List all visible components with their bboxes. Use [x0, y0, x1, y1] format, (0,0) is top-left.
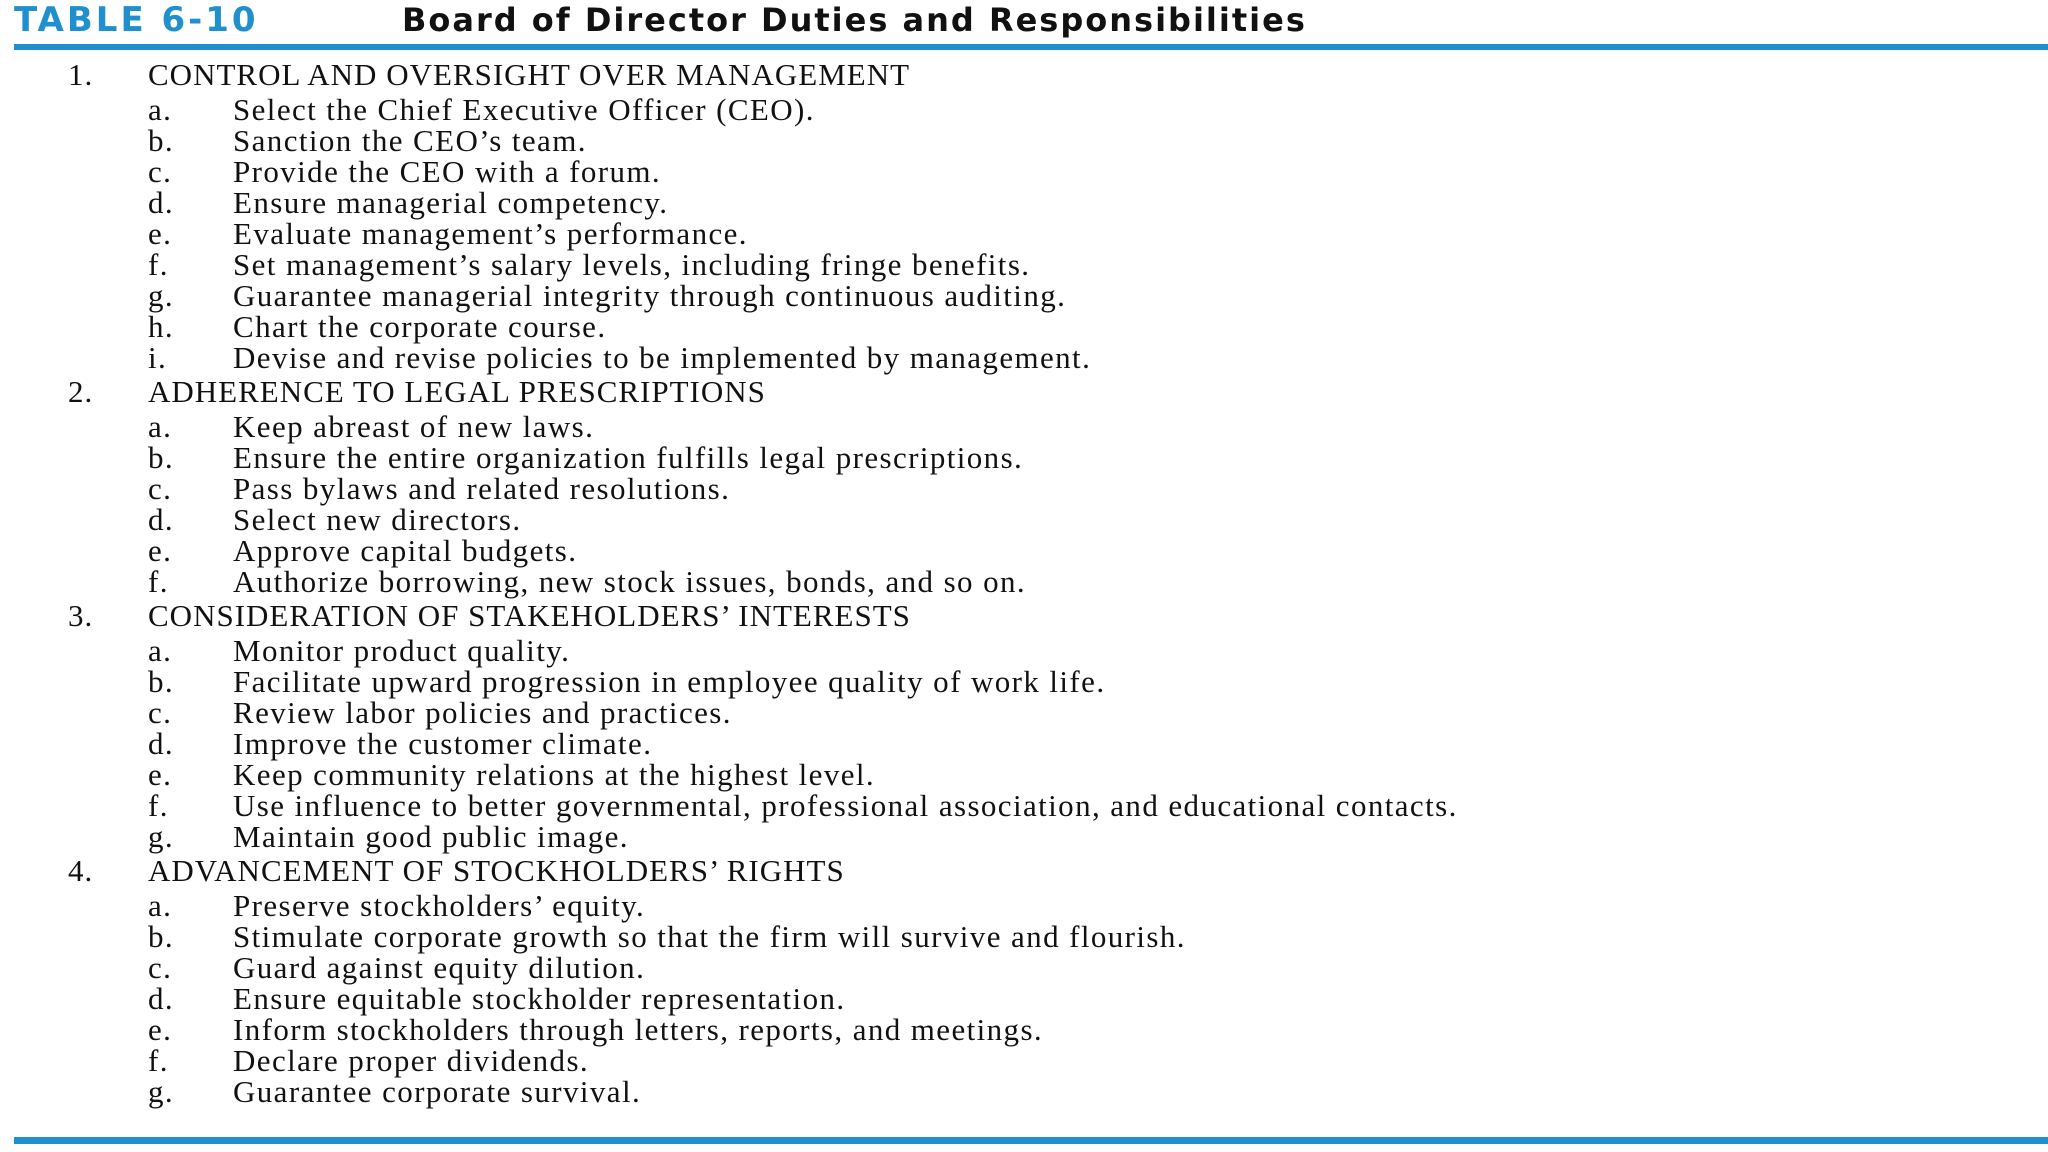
item-text: Evaluate management’s performance. — [233, 216, 748, 251]
list-item — [0, 890, 2048, 921]
item-letter: c. — [148, 471, 173, 506]
list-item — [0, 342, 2048, 373]
item-text: Guarantee managerial integrity through continuous auditing. — [233, 278, 1067, 313]
section-heading — [0, 597, 2048, 635]
list-item — [0, 921, 2048, 952]
item-letter: b. — [148, 919, 175, 954]
item-text: Chart the corporate course. — [233, 309, 607, 344]
item-letter: h. — [148, 309, 175, 344]
item-letter: e. — [148, 1012, 173, 1047]
section — [0, 852, 2048, 1107]
item-text: Inform stockholders through letters, reports, and meetings. — [233, 1012, 1044, 1047]
item-text: Sanction the CEO’s team. — [233, 123, 587, 158]
item-letter: d. — [148, 726, 175, 761]
list-item — [0, 759, 2048, 790]
item-letter: g. — [148, 278, 175, 313]
item-letter: g. — [148, 819, 175, 854]
section-title: ADHERENCE TO LEGAL PRESCRIPTIONS — [148, 374, 766, 409]
list-item — [0, 411, 2048, 442]
item-letter: d. — [148, 502, 175, 537]
section-number: 1. — [68, 57, 94, 92]
bottom-rule — [14, 1137, 2048, 1144]
item-text: Keep community relations at the highest level. — [233, 757, 876, 792]
top-rule — [14, 44, 2048, 50]
item-text: Use influence to better governmental, professional association, and educational contacts. — [233, 788, 1458, 823]
item-letter: g. — [148, 1074, 175, 1109]
list-item — [0, 635, 2048, 666]
item-letter: a. — [148, 633, 173, 668]
section-number: 3. — [68, 598, 94, 633]
section-title: CONTROL AND OVERSIGHT OVER MANAGEMENT — [148, 57, 911, 92]
list-item — [0, 125, 2048, 156]
list-item — [0, 249, 2048, 280]
list-item — [0, 566, 2048, 597]
table-header — [14, 0, 2048, 42]
table-label: TABLE 6-10 — [14, 0, 259, 40]
list-item — [0, 504, 2048, 535]
list-item — [0, 442, 2048, 473]
section-number: 2. — [68, 374, 94, 409]
section-number: 4. — [68, 853, 94, 888]
item-text: Approve capital budgets. — [233, 533, 578, 568]
list-item — [0, 1014, 2048, 1045]
list-item — [0, 156, 2048, 187]
list-item — [0, 280, 2048, 311]
list-item — [0, 94, 2048, 125]
list-item — [0, 821, 2048, 852]
item-text: Preserve stockholders’ equity. — [233, 888, 646, 923]
section-heading — [0, 373, 2048, 411]
list-item — [0, 1076, 2048, 1107]
section-title: ADVANCEMENT OF STOCKHOLDERS’ RIGHTS — [148, 853, 845, 888]
item-letter: a. — [148, 409, 173, 444]
item-letter: f. — [148, 1043, 169, 1078]
item-text: Review labor policies and practices. — [233, 695, 732, 730]
list-item — [0, 1045, 2048, 1076]
item-letter: c. — [148, 695, 173, 730]
item-letter: b. — [148, 123, 175, 158]
item-text: Facilitate upward progression in employee quality of work life. — [233, 664, 1106, 699]
item-text: Select new directors. — [233, 502, 522, 537]
item-letter: d. — [148, 185, 175, 220]
list-item — [0, 697, 2048, 728]
item-letter: c. — [148, 154, 173, 189]
item-text: Keep abreast of new laws. — [233, 409, 595, 444]
item-text: Guard against equity dilution. — [233, 950, 646, 985]
item-text: Select the Chief Executive Officer (CEO). — [233, 92, 815, 127]
item-letter: d. — [148, 981, 175, 1016]
item-text: Ensure the entire organization fulfills legal prescriptions. — [233, 440, 1024, 475]
section-heading — [0, 56, 2048, 94]
list-item — [0, 952, 2048, 983]
item-text: Declare proper dividends. — [233, 1043, 590, 1078]
item-text: Improve the customer climate. — [233, 726, 653, 761]
item-text: Guarantee corporate survival. — [233, 1074, 642, 1109]
item-letter: b. — [148, 440, 175, 475]
item-letter: e. — [148, 533, 173, 568]
item-letter: f. — [148, 247, 169, 282]
item-text: Ensure equitable stockholder representation. — [233, 981, 846, 1016]
duties-list — [0, 56, 2048, 1107]
item-letter: i. — [148, 340, 168, 375]
list-item — [0, 535, 2048, 566]
list-item — [0, 790, 2048, 821]
list-item — [0, 187, 2048, 218]
item-text: Monitor product quality. — [233, 633, 571, 668]
list-item — [0, 311, 2048, 342]
item-text: Authorize borrowing, new stock issues, bonds, and so on. — [233, 564, 1027, 599]
list-item — [0, 666, 2048, 697]
item-letter: a. — [148, 92, 173, 127]
item-text: Pass bylaws and related resolutions. — [233, 471, 731, 506]
table-title: Board of Director Duties and Responsibilities — [402, 1, 1307, 39]
item-text: Devise and revise policies to be implemented by management. — [233, 340, 1092, 375]
section — [0, 373, 2048, 597]
list-item — [0, 218, 2048, 249]
item-letter: e. — [148, 216, 173, 251]
list-item — [0, 473, 2048, 504]
item-text: Maintain good public image. — [233, 819, 629, 854]
section-heading — [0, 852, 2048, 890]
item-letter: f. — [148, 788, 169, 823]
item-letter: e. — [148, 757, 173, 792]
item-letter: a. — [148, 888, 173, 923]
item-text: Stimulate corporate growth so that the firm will survive and flourish. — [233, 919, 1186, 954]
list-item — [0, 983, 2048, 1014]
item-text: Ensure managerial competency. — [233, 185, 669, 220]
list-item — [0, 728, 2048, 759]
item-letter: c. — [148, 950, 173, 985]
section — [0, 597, 2048, 852]
section — [0, 56, 2048, 373]
item-text: Provide the CEO with a forum. — [233, 154, 662, 189]
item-letter: f. — [148, 564, 169, 599]
section-title: CONSIDERATION OF STAKEHOLDERS’ INTERESTS — [148, 598, 911, 633]
item-text: Set management’s salary levels, including fringe benefits. — [233, 247, 1031, 282]
item-letter: b. — [148, 664, 175, 699]
